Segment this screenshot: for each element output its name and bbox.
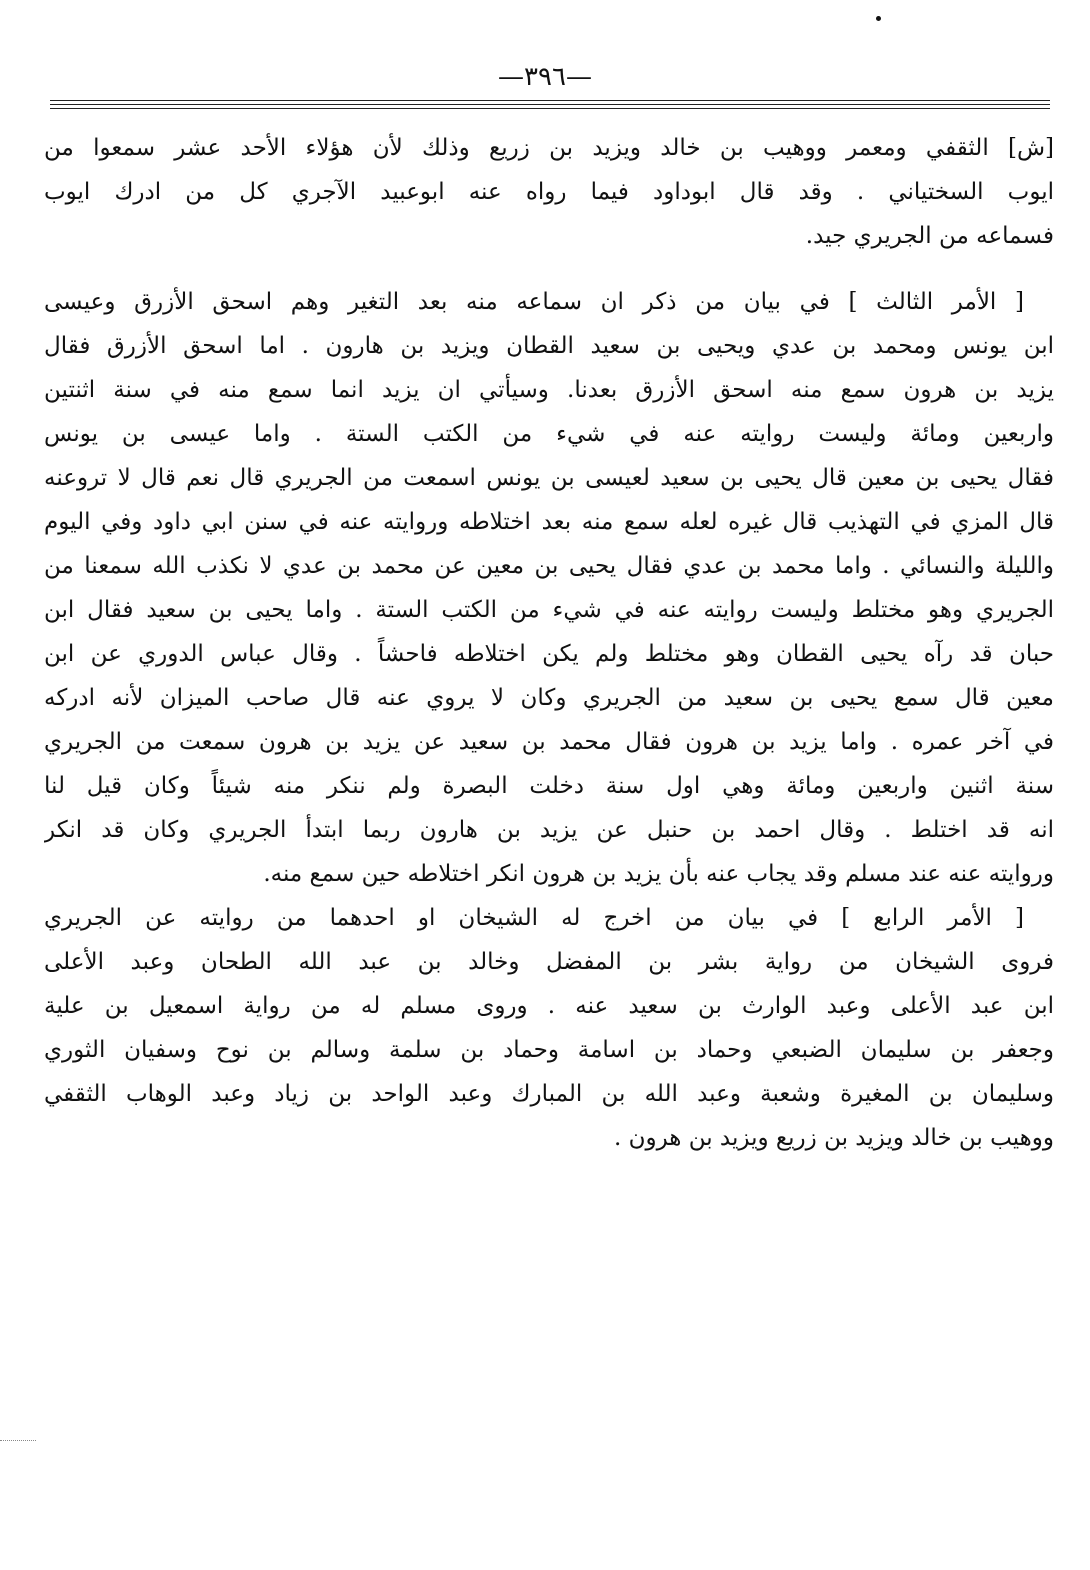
text-line: الجريري وهو مختلط وليست روايته عنه في شيء من الكتب الستة . واما يحيى بن سعيد فقال ابن [44,597,1054,623]
text-line: فسماعه من الجريري جيد. [805,223,1054,249]
text-line: واربعين ومائة وليست روايته عنه في شيء من الكتب الستة . واما عيسى بن يونس [44,421,1054,447]
text-line: انه قد اختلط . وقال احمد بن حنبل عن يزيد بن هارون ربما ابتدأ الجريري وكان قد انكر [44,817,1054,843]
text-line: [ش] الثقفي ومعمر ووهيب بن خالد ويزيد بن زريع وذلك لأن هؤلاء الأحد عشر سمعوا من [44,135,1054,161]
text-line: وروايته عنه عند مسلم وقد يجاب عنه بأن يزيد بن هرون انكر اختلاطه حين سمع منه. [263,861,1054,887]
page-number: —٣٩٦— [498,62,592,92]
text-line: وجعفر بن سليمان الضبعي وحماد بن اسامة وحماد بن سلمة وسالم بن نوح وسفيان الثوري [44,1037,1054,1063]
text-line: ووهيب بن خالد ويزيد بن زريع ويزيد بن هرون . [613,1125,1054,1151]
text-line: حبان قد رآه يحيى القطان وهو مختلط ولم يكن اختلاطه فاحشاً . وقال عباس الدوري عن ابن [44,641,1054,667]
page-body [44,126,1054,1160]
section-heading-line: [ الأمر الرابع ] في بيان من اخرج له الشيخان او احدهما من روايته عن الجريري [44,905,1025,931]
text-line: معين قال سمع يحيى بن سعيد من الجريري وكان لا يروي عنه قال صاحب الميزان لأنه ادركه [44,685,1054,711]
text-line: فقال يحيى بن معين قال يحيى بن سعيد لعيسى بن يونس اسمعت من الجريري قال نعم قال لا تروعنه [44,465,1054,491]
scan-edge-mark [0,1440,36,1441]
text-line: ابن يونس ومحمد بن عدي ويحيى بن سعيد القطان ويزيد بن هارون . اما اسحق الأزرق فقال [44,333,1054,359]
text-line: قال المزي في التهذيب قال غيره لعله سمع منه بعد اختلاطه وروايته عنه في سنن ابي داود وفي اليوم [44,509,1054,535]
text-line: سنة اثنين واربعين ومائة وهي اول سنة دخلت البصرة ولم ننكر منه شيئاً وكان قيل لنا [44,773,1054,799]
text-line: فروى الشيخان من رواية بشر بن المفضل وخالد بن عبد الله الطحان وعبد الأعلى [44,949,1054,975]
scan-speck [876,16,881,21]
text-line: ايوب السختياني . وقد قال ابوداود فيما رواه عنه ابوعبيد الآجري كل من ادرك ايوب [44,179,1054,205]
paragraph-gap [44,258,1054,280]
header-rule-bottom [50,108,1050,109]
text-line: وسليمان بن المغيرة وشعبة وعبد الله بن المبارك وعبد الواحد بن زياد وعبد الوهاب الثقفي [44,1081,1054,1107]
text-line: ابن عبد الأعلى وعبد الوارث بن سعيد عنه . وروى مسلم له من رواية اسمعيل بن علية [44,993,1054,1019]
text-line: يزيد بن هرون سمع منه اسحق الأزرق بعدنا. وسيأتي ان يزيد انما سمع منه في سنة اثنتين [44,377,1054,403]
header-rule-middle [50,104,1050,105]
text-line: في آخر عمره . واما يزيد بن هرون فقال محمد بن سعيد عن يزيد بن هرون سمعت من الجريري [44,729,1054,755]
header-rule-top [50,100,1050,101]
text-line: والليلة والنسائي . واما محمد بن عدي فقال يحيى بن معين عن محمد بن عدي لا نكذب الله سمعنا من [44,553,1054,579]
section-heading-line: [ الأمر الثالث ] في بيان من ذكر ان سماعه منه بعد التغير وهم اسحق الأزرق وعيسى [44,289,1024,315]
